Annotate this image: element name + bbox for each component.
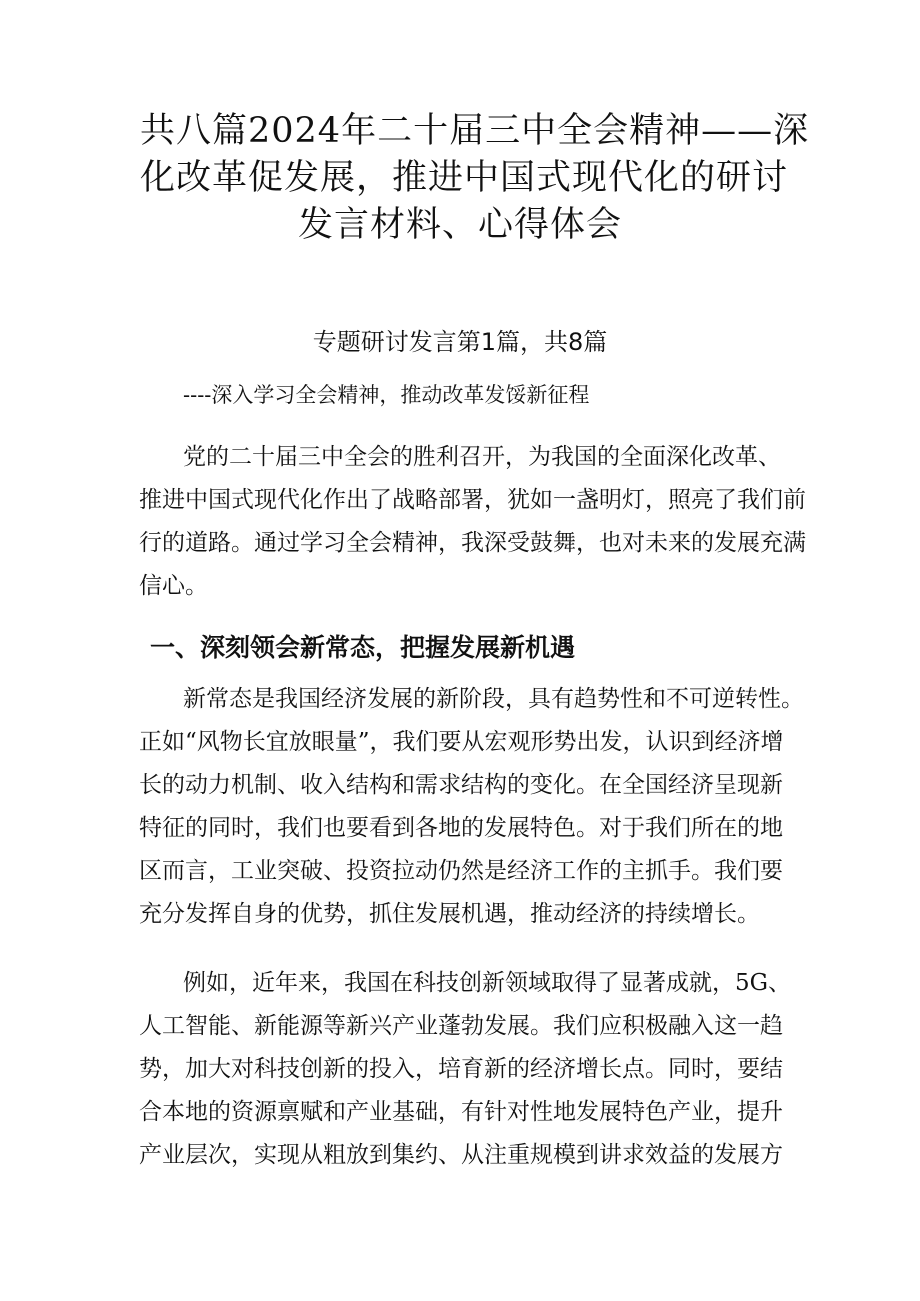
paragraph-line: 势，加大对科技创新的投入，培育新的经济增长点。同时，要结: [139, 1056, 783, 1082]
paragraph-line: 例如，近年来，我国在科技创新领域取得了显著成就，5G、: [183, 970, 792, 996]
paragraph-line: 特征的同时，我们也要看到各地的发展特色。对于我们所在的地: [139, 815, 783, 841]
paragraph-intro: [139, 436, 806, 608]
paragraph-line: 产业层次，实现从粗放到集约、从注重规模到讲求效益的发展方: [139, 1142, 783, 1168]
paragraph-line: 推进中国式现代化作出了战略部署，犹如一盏明灯，照亮了我们前: [139, 487, 806, 513]
paragraph-line: 新常态是我国经济发展的新阶段，具有趋势性和不可逆转性。: [183, 686, 804, 712]
title-line: 共八篇2024年二十届三中全会精神——深: [140, 111, 810, 151]
paragraph-line: 信心。: [139, 573, 208, 599]
paragraph-line: 行的道路。通过学习全会精神，我深受鼓舞，也对未来的发展充满: [139, 530, 806, 556]
paragraph-line: 正如“风物长宜放眼量”，我们要从宏观形势出发，认识到经济增: [139, 729, 784, 755]
paragraph-line: 区而言，工业突破、投资拉动仍然是经济工作的主抓手。我们要: [139, 858, 783, 884]
paragraph-line: 长的动力机制、收入结构和需求结构的变化。在全国经济呈现新: [139, 772, 783, 798]
title-line: 发言材料、心得体会: [297, 205, 622, 245]
paragraph-line: 人工智能、新能源等新兴产业蓬勃发展。我们应积极融入这一趋: [139, 1013, 783, 1039]
paragraph-line: 党的二十届三中全会的胜利召开，为我国的全面深化改革、: [183, 444, 781, 470]
paragraph-line: 合本地的资源禀赋和产业基础，有针对性地发展特色产业，提升: [139, 1099, 783, 1125]
document-title: [140, 108, 810, 249]
section-heading: 一、深刻领会新常态，把握发展新机遇: [150, 633, 576, 662]
paragraph-innovation: [139, 962, 799, 1177]
paragraph-new-normal: [139, 678, 804, 936]
title-line: 化改革促发展，推进中国式现代化的研讨: [140, 158, 789, 198]
sub-heading: 专题研讨发言第1篇，共8篇: [312, 328, 608, 356]
paragraph-line: 充分发挥自身的优势，抓住发展机遇，推动经济的持续增长。: [139, 901, 760, 927]
subtitle-line: ----深入学习全会精神，推动改革发馁新征程: [183, 383, 590, 407]
